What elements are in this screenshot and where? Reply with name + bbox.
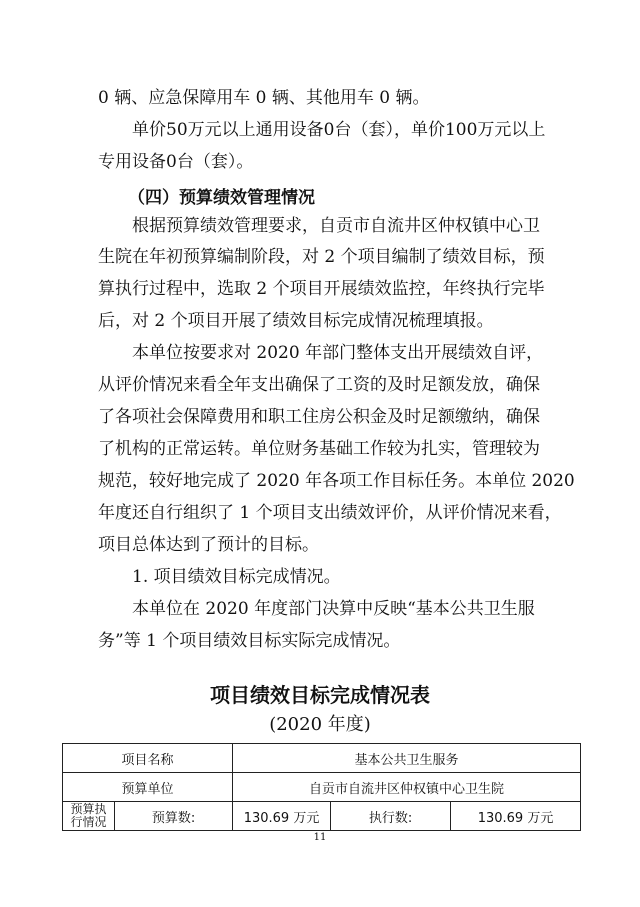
paragraph-line: 1. 项目绩效目标完成情况。	[132, 567, 341, 587]
paragraph-line: 从评价情况来看全年支出确保了工资的及时足额发放，确保	[98, 375, 540, 395]
paragraph-line: 了机构的正常运转。单位财务基础工作较为扎实，管理较为	[98, 439, 540, 459]
executed-amount-label: 执行数:	[331, 802, 451, 831]
performance-table	[62, 743, 581, 831]
project-name-label: 项目名称	[63, 744, 233, 773]
paragraph-line: 项目总体达到了预计的目标。	[98, 535, 319, 555]
paragraph-line: 本单位按要求对 2020 年部门整体支出开展绩效自评，	[132, 343, 544, 363]
paragraph-line: 本单位在 2020 年度部门决算中反映“基本公共卫生服	[132, 599, 535, 619]
execution-label	[63, 802, 115, 831]
section-heading: （四）预算绩效管理情况	[128, 188, 315, 208]
budget-unit-value: 自贡市自流井区仲权镇中心卫生院	[233, 773, 581, 802]
paragraph-line: 生院在年初预算编制阶段，对 2 个项目编制了绩效目标，预	[98, 247, 545, 267]
execution-label-line: 行情况	[70, 815, 107, 829]
executed-amount-value: 130.69 万元	[451, 802, 581, 831]
budget-unit-label: 预算单位	[63, 773, 233, 802]
table-row	[63, 802, 581, 831]
table-title: 项目绩效目标完成情况表	[210, 683, 430, 707]
table-row	[63, 773, 581, 802]
paragraph-line: 根据预算绩效管理要求，自贡市自流井区仲权镇中心卫	[132, 216, 540, 236]
paragraph-line: 0 辆、应急保障用车 0 辆、其他用车 0 辆。	[98, 88, 430, 108]
project-name-value: 基本公共卫生服务	[233, 744, 581, 773]
paragraph-line: 专用设备0台（套）。	[98, 152, 254, 172]
paragraph-line: 年度还自行组织了 1 个项目支出绩效评价，从评价情况来看，	[98, 503, 562, 523]
paragraph-line: 单价50万元以上通用设备0台（套），单价100万元以上	[132, 120, 546, 140]
page-number: 11	[313, 832, 327, 843]
budget-amount-value: 130.69 万元	[233, 802, 331, 831]
paragraph-line: 了各项社会保障费用和职工住房公积金及时足额缴纳，确保	[98, 407, 540, 427]
paragraph-line: 算执行过程中，选取 2 个项目开展绩效监控，年终执行完毕	[98, 279, 545, 299]
paragraph-line: 后，对 2 个项目开展了绩效目标完成情况梳理填报。	[98, 311, 494, 331]
budget-amount-label: 预算数:	[115, 802, 233, 831]
table-subtitle: (2020 年度)	[269, 714, 371, 735]
paragraph-line: 务”等 1 个项目绩效目标实际完成情况。	[98, 631, 401, 651]
execution-label-line: 预算执	[70, 802, 107, 816]
table-row	[63, 744, 581, 773]
paragraph-line: 规范，较好地完成了 2020 年各项工作目标任务。本单位 2020	[98, 471, 575, 491]
